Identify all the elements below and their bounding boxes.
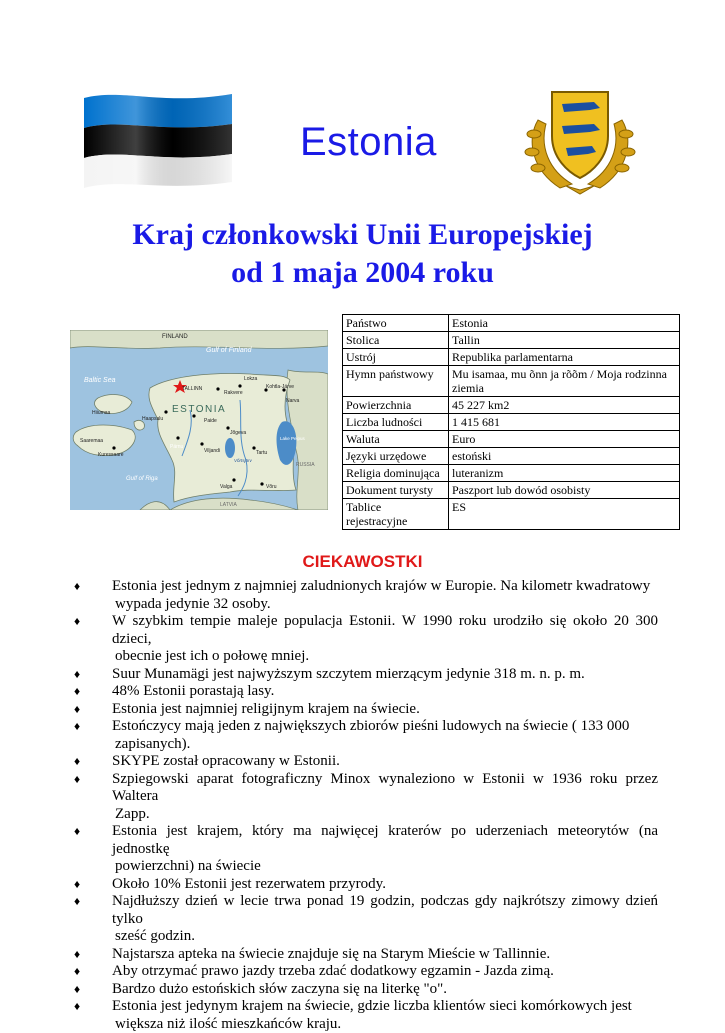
map-label-narva: Narva [286,398,300,404]
fact-text: Aby otrzymać prawo jazdy trzeba zdać dodatkowy egzamin - Jazda zimą. [112,963,554,979]
table-key-cell: Ustrój [343,349,449,366]
table-value-cell: Tallin [449,332,680,349]
table-value-cell: Republika parlamentarna [449,349,680,366]
table-value-cell: Mu isamaa, mu õnn ja rõõm / Moja rodzinna ziemia [449,366,680,397]
diamond-bullet-icon: ♦ [74,666,80,684]
map-label-lake-peipus: Lake Peipus [280,436,306,441]
table-key-cell: Liczba ludności [343,414,449,431]
diamond-bullet-icon: ♦ [74,893,80,911]
map-label-rakvere: Rakvere [224,390,243,396]
map-label-gulf-riga: Gulf of Riga [126,476,158,482]
list-item [74,981,658,999]
table-key-cell: Powierzchnia [343,397,449,414]
fact-text-continued: sześć godzin. [112,928,658,946]
table-key-cell: Stolica [343,332,449,349]
map-label-tallinn: TALLINN [182,386,203,392]
diamond-bullet-icon: ♦ [74,981,80,999]
map-label-lokza: Lokza [244,376,258,382]
table-value-cell: Euro [449,431,680,448]
map-label-latvia: LATVIA [220,502,238,508]
table-value-cell: Estonia [449,315,680,332]
table-key-cell: Tablice rejestracyjne [343,499,449,530]
table-row [343,315,680,332]
table-value-cell: ES [449,499,680,530]
fact-text: Bardzo dużo estońskich słów zaczyna się na literkę "o". [112,981,447,997]
facts-list [74,578,658,1033]
map-label-kuressaare: Kuressaare [98,452,124,458]
diamond-bullet-icon: ♦ [74,998,80,1016]
map-label-jogeva: Jõgeva [230,430,246,436]
list-item [74,701,658,719]
map-label-vortsjarv: Võrtsjärv [234,458,253,463]
fact-text: Około 10% Estonii jest rezerwatem przyrody. [112,876,386,892]
estonia-map [70,330,328,510]
fact-text: Estonia jest jedynym krajem na świecie, gdzie liczba klientów sieci komórkowych jest [112,998,632,1014]
fact-text: Suur Munamägi jest najwyższym szczytem mierzącym jedynie 318 m. n. p. m. [112,666,585,682]
fact-text: Estonia jest jednym z najmniej zaludnionych krajów w Europie. Na kilometr kwadratowy [112,578,650,594]
fact-text: 48% Estonii porastają lasy. [112,683,274,699]
diamond-bullet-icon: ♦ [74,946,80,964]
country-info-table [342,314,680,530]
map-label-parnu: Pärnu [170,444,184,450]
subtitle-line-2: od 1 maja 2004 roku [0,256,725,290]
table-row [343,448,680,465]
list-item [74,893,658,946]
table-value-cell: Paszport lub dowód osobisty [449,482,680,499]
fact-text: Estończycy mają jeden z największych zbiorów pieśni ludowych na świecie ( 133 000 [112,718,629,734]
fact-text: Najdłuższy dzień w lecie trwa ponad 19 godzin, podczas gdy najkrótszy zimowy dzień tylko [112,893,658,927]
diamond-bullet-icon: ♦ [74,771,80,789]
fact-text: Estonia jest krajem, który ma najwięcej kraterów po uderzeniach meteorytów (na jednostkę [112,823,658,857]
section-heading-facts: CIEKAWOSTKI [0,552,725,572]
map-label-finland: FINLAND [162,334,188,340]
table-row [343,482,680,499]
table-row [343,499,680,530]
table-value-cell: 45 227 km2 [449,397,680,414]
list-item [74,666,658,684]
table-key-cell: Waluta [343,431,449,448]
map-label-estonia: ESTONIA [172,404,226,415]
list-item [74,998,658,1033]
fact-text-continued: Zapp. [112,806,658,824]
table-row [343,366,680,397]
map-label-tartu: Tartu [256,450,267,456]
list-item [74,683,658,701]
fact-text-continued: zapisanych). [112,736,658,754]
table-key-cell: Hymn państwowy [343,366,449,397]
map-label-russia: RUSSIA [296,462,315,468]
fact-text: W szybkim tempie maleje populacja Estonii. W 1990 roku urodziło się około 20 300 dzieci, [112,613,658,647]
fact-text-continued: powierzchni) na świecie [112,858,658,876]
diamond-bullet-icon: ♦ [74,753,80,771]
diamond-bullet-icon: ♦ [74,578,80,596]
table-row [343,349,680,366]
diamond-bullet-icon: ♦ [74,718,80,736]
fact-text: SKYPE został opracowany w Estonii. [112,753,340,769]
table-row [343,332,680,349]
fact-text: Najstarsza apteka na świecie znajduje się na Starym Mieście w Tallinnie. [112,946,550,962]
map-label-saaremaa: Saaremaa [80,438,103,444]
estonian-flag-image [82,88,234,190]
list-item [74,753,658,771]
table-key-cell: Państwo [343,315,449,332]
table-key-cell: Dokument turysty [343,482,449,499]
map-label-voru: Võru [266,484,277,490]
list-item [74,578,658,613]
diamond-bullet-icon: ♦ [74,613,80,631]
list-item [74,613,658,666]
table-value-cell: luteranizm [449,465,680,482]
table-row [343,465,680,482]
fact-text: Szpiegowski aparat fotograficzny Minox wynaleziono w Estonii w 1936 roku przez Waltera [112,771,658,805]
coat-of-arms-image [520,80,640,200]
diamond-bullet-icon: ♦ [74,683,80,701]
table-row [343,397,680,414]
fact-text-continued: obecnie jest ich o połowę mniej. [112,648,658,666]
list-item [74,876,658,894]
list-item [74,718,658,753]
map-label-valga: Valga [220,484,233,490]
fact-text: Estonia jest najmniej religijnym krajem na świecie. [112,701,420,717]
table-key-cell: Języki urzędowe [343,448,449,465]
map-label-gulf-finland: Gulf of Finland [206,347,253,354]
list-item [74,771,658,824]
map-label-haapsalu: Haapsalu [142,416,163,422]
diamond-bullet-icon: ♦ [74,876,80,894]
table-value-cell: 1 415 681 [449,414,680,431]
diamond-bullet-icon: ♦ [74,823,80,841]
list-item [74,823,658,876]
list-item [74,963,658,981]
subtitle-line-1: Kraj członkowski Unii Europejskiej [0,218,725,252]
list-item [74,946,658,964]
map-label-kohtla: Kohtla-Järve [266,384,294,390]
table-key-cell: Religia dominująca [343,465,449,482]
fact-text-continued: wypada jedynie 32 osoby. [112,596,658,614]
page-title: Estonia [300,120,437,165]
map-label-viljandi: Viljandi [204,448,220,454]
fact-text-continued: większa niż ilość mieszkańców kraju. [112,1016,658,1033]
map-label-paide: Paide [204,418,217,424]
diamond-bullet-icon: ♦ [74,701,80,719]
table-value-cell: estoński [449,448,680,465]
map-label-hiiumaa: Hiiumaa [92,410,111,416]
table-row [343,431,680,448]
table-row [343,414,680,431]
map-label-baltic: Baltic Sea [84,377,116,384]
diamond-bullet-icon: ♦ [74,963,80,981]
